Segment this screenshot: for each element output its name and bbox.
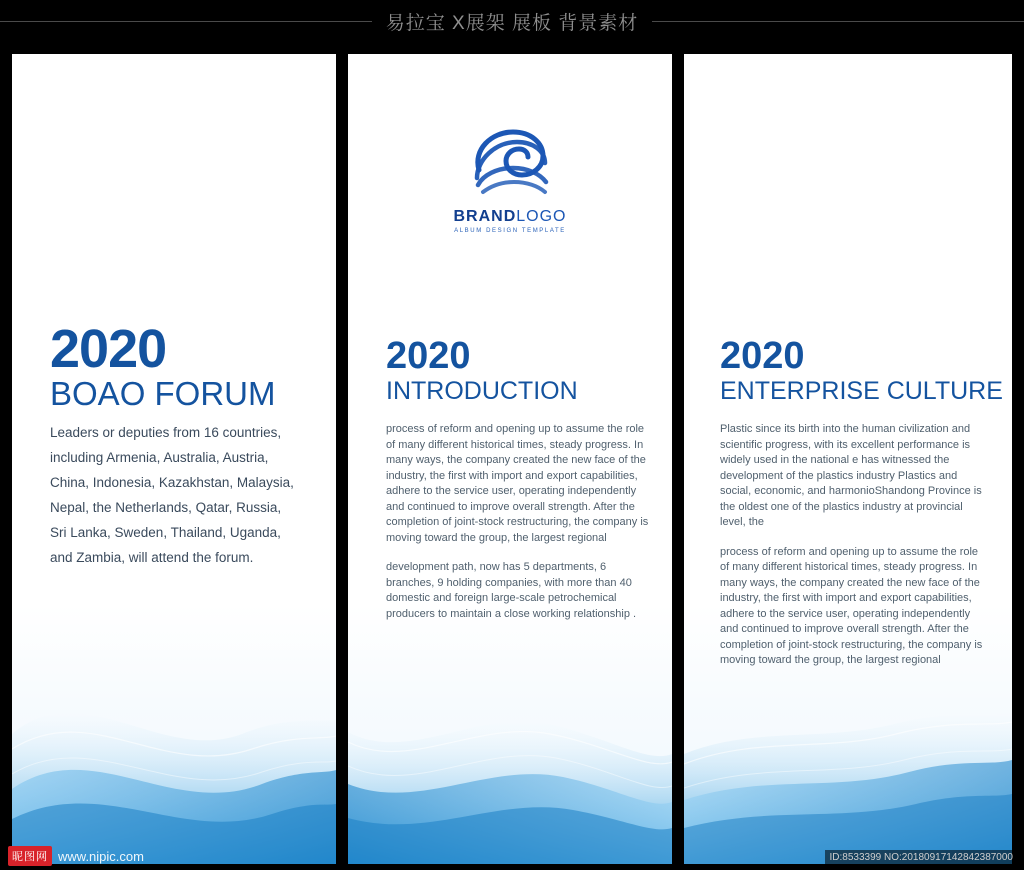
swirl-globe-icon (467, 124, 553, 200)
panel-content-left (12, 54, 336, 864)
panel-heading: INTRODUCTION (386, 377, 578, 405)
panel-heading: BOAO FORUM (50, 375, 276, 412)
page-title: 易拉宝 X展架 展板 背景素材 (385, 12, 639, 34)
brand-logo-subtitle: ALBUM DESIGN TEMPLATE (454, 228, 566, 234)
header-bar (0, 0, 1024, 42)
header-rule-left (0, 21, 372, 22)
brand-logo (348, 124, 672, 234)
wave-graphic (348, 614, 672, 864)
panel-group (0, 48, 1024, 870)
panel-content-right (684, 54, 1012, 864)
panel-year: 2020 (386, 335, 471, 377)
watermark-left (8, 846, 144, 866)
panel-body (386, 422, 654, 622)
panel-paragraph: Plastic since its birth into the human civilization and scientific progress, with its excellent performance is widely used in the national e has witnessed the development of the plastics industry Plastics and social, economic, and harmonioShandong Province is the oldest one of the plastics industry at provincial level, the (720, 423, 982, 528)
site-url: www.nipic.com (58, 848, 144, 864)
panel-paragraph: process of reform and opening up to assume the role of many different historical times, steady progress. In many ways, the company created the new face of the industry, the first with import and export capabilities, adhere to the service user, operating independently and continued to improve overall strength. After the completion of joint-stock restructuring, the company is moving toward the group, the largest regional (386, 423, 649, 544)
brand-logo-name (348, 208, 672, 226)
panel-content-center (348, 54, 672, 864)
wave-graphic (684, 614, 1012, 864)
panel-paragraph: development path, now has 5 departments, 6 branches, 9 holding companies, with more than 40 domestic and foreign large-scale petrochemical producers to maintain a close working relationship . (386, 561, 637, 620)
panel-heading: ENTERPRISE CULTURE (720, 377, 1003, 405)
panel-body (50, 420, 300, 570)
site-badge: 昵图网 (8, 846, 52, 866)
wave-graphic (12, 614, 336, 864)
watermark-bar (0, 842, 1024, 870)
poster-panel-right[interactable] (684, 54, 1012, 864)
poster-panel-left[interactable] (12, 54, 336, 864)
panel-paragraph: Leaders or deputies from 16 countries, including Armenia, Australia, Austria, China, Indonesia, Kazakhstan, Malaysia, Nepal, the Netherlands, Qatar, Russia, Sri Lanka, Sweden, Thailand, Uganda, and Zambia, will attend the forum. (50, 425, 294, 565)
asset-id-text: ID:8533399 NO:20180917142842387000 (825, 850, 1019, 865)
panel-year: 2020 (720, 335, 805, 377)
header-rule-right (652, 21, 1024, 22)
brand-logo-name-light: LOGO (516, 208, 567, 225)
panel-paragraph: process of reform and opening up to assume the role of many different historical times, steady progress. In many ways, the company created the new face of the industry, the first with import and export capabilities, adhere to the service user, operating independently and continued to improve overall strength. After the completion of joint-stock restructuring, the company is moving toward the group, the largest regional (720, 545, 983, 666)
panel-year: 2020 (50, 319, 167, 379)
brand-logo-name-bold: BRAND (453, 208, 517, 225)
poster-panel-center[interactable] (348, 54, 672, 864)
